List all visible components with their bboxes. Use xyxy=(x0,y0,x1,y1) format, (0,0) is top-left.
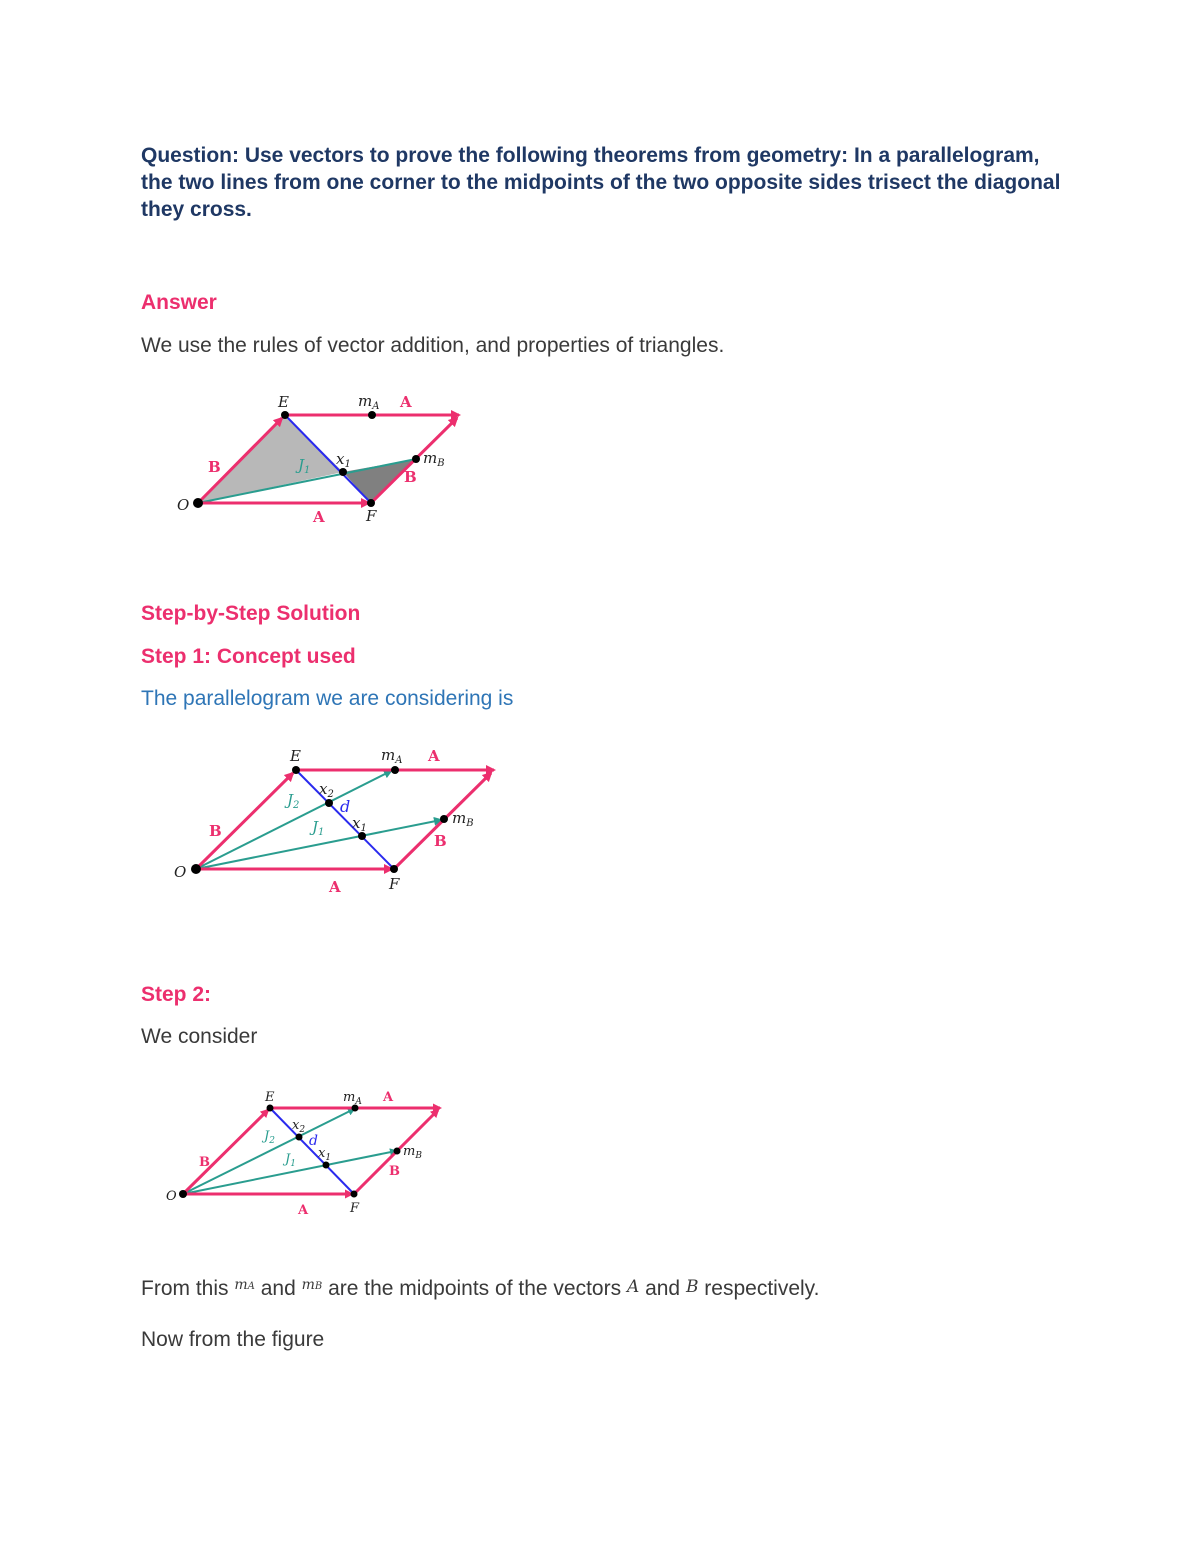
label-x1: $x_1$ xyxy=(336,450,351,470)
label-vec-b-left: B xyxy=(199,1155,210,1170)
label-e: E xyxy=(290,747,301,765)
label-mb: $m_B$ xyxy=(452,809,474,829)
now-from-figure-text: Now from the figure xyxy=(141,1328,325,1351)
label-x1: $x_1$ xyxy=(318,1146,332,1163)
label-j2: $J_2$ xyxy=(264,1129,275,1146)
label-f: F xyxy=(350,1201,360,1216)
label-x2: $x_2$ xyxy=(292,1118,306,1135)
point-e xyxy=(267,1105,274,1112)
label-x2: $x_2$ xyxy=(319,780,334,800)
label-e: E xyxy=(265,1090,275,1105)
sentence-part4: and xyxy=(645,1277,681,1300)
label-vec-a-bottom: A xyxy=(298,1203,309,1218)
label-o: O xyxy=(174,863,187,881)
step2-text: We consider xyxy=(141,1025,258,1048)
step2-heading: Step 2: xyxy=(141,983,212,1006)
math-m-b: mB xyxy=(301,1277,323,1293)
label-ma: $m_A$ xyxy=(358,392,380,412)
label-vec-b-left: B xyxy=(209,822,222,840)
label-d: d xyxy=(309,1133,318,1149)
label-ma: $m_A$ xyxy=(343,1090,362,1107)
label-x1: $x_1$ xyxy=(352,814,367,834)
sentence-part1: From this xyxy=(141,1277,229,1300)
question-text: Question: Use vectors to prove the following theorems from geometry: In a parallelogram, the two lines from one corner to the midpoints of the two opposite sides trisect the diagonal they cross. xyxy=(141,144,1061,221)
sentence-part2: and xyxy=(260,1277,296,1300)
sentence-part3: are the midpoints of the vectors xyxy=(328,1277,622,1300)
point-o xyxy=(179,1190,187,1198)
step1-heading: Step 1: Concept used xyxy=(141,645,356,668)
label-f: F xyxy=(389,875,400,893)
sentence-part5: respectively. xyxy=(704,1277,820,1300)
midpoints-sentence xyxy=(141,1276,819,1306)
label-vec-a-top: A xyxy=(383,1090,394,1105)
label-mb: $m_B$ xyxy=(403,1144,422,1161)
math-vec-a: A xyxy=(626,1277,640,1297)
label-e: E xyxy=(278,393,289,411)
label-f: F xyxy=(366,507,377,525)
label-mb: $m_B$ xyxy=(423,449,445,469)
label-d: d xyxy=(340,797,351,816)
label-o: O xyxy=(166,1189,177,1204)
math-m-a: mA xyxy=(234,1277,255,1293)
point-mb xyxy=(394,1148,401,1155)
label-vec-a-bottom: A xyxy=(329,878,341,896)
label-j1: $J_1$ xyxy=(298,456,311,476)
step1-text: The parallelogram we are considering is xyxy=(141,687,514,710)
median-j2 xyxy=(183,1109,354,1194)
vector-b-left xyxy=(183,1110,268,1194)
label-j1: $J_1$ xyxy=(312,818,325,838)
label-vec-b-right: B xyxy=(389,1164,400,1179)
solution-heading: Step-by-Step Solution xyxy=(141,602,361,625)
label-vec-a-top: A xyxy=(400,393,412,411)
label-j1: $J_1$ xyxy=(285,1152,296,1169)
diagonal-ef xyxy=(270,1108,354,1194)
label-vec-b-left: B xyxy=(208,458,221,476)
label-vec-b-right: B xyxy=(434,832,447,850)
label-ma: $m_A$ xyxy=(381,746,403,766)
label-j2: $J_2$ xyxy=(287,791,300,811)
label-o: O xyxy=(177,496,190,514)
label-vec-a-top: A xyxy=(428,747,440,765)
label-vec-a-bottom: A xyxy=(313,508,325,526)
math-vec-b: B xyxy=(685,1277,699,1297)
point-f xyxy=(351,1191,358,1198)
label-vec-b-right: B xyxy=(404,468,417,486)
answer-text: We use the rules of vector addition, and properties of triangles. xyxy=(141,334,725,357)
answer-heading: Answer xyxy=(141,291,217,314)
